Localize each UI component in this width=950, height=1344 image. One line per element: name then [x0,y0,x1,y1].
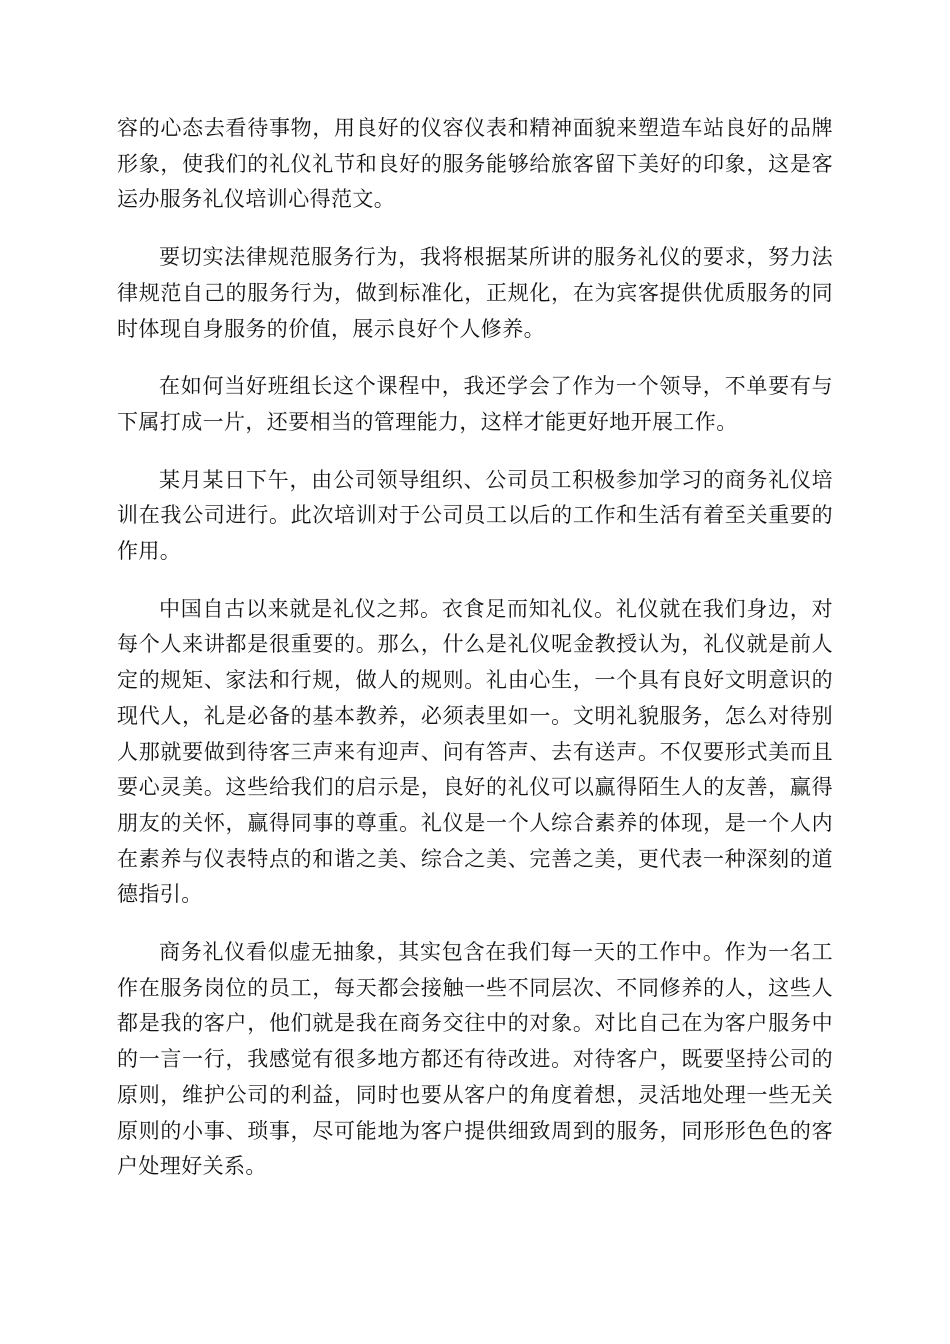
paragraph-service-behavior: 要切实法律规范服务行为，我将根据某所讲的服务礼仪的要求，努力法律规范自己的服务行为，做到标准化，正规化，在为宾客提供优质服务的同时体现自身服务的价值，展示良好个人修养。 [117,245,833,341]
paragraph-business-etiquette: 商务礼仪看似虚无抽象，其实包含在我们每一天的工作中。作为一名工作在服务岗位的员工，每天都会接触一些不同层次、不同修养的人，这些人都是我的客户，他们就是我在商务交往中的对象。对比自己在为客户服务中的一言一行，我感觉有很多地方都还有待改进。对待客户，既要坚持公司的原则，维护公司的利益，同时也要从客户的角度着想，灵活地处理一些无关原则的小事、琐事，尽可能地为客户提供细致周到的服务，同形形色色的客户处理好关系。 [117,940,833,1179]
paragraph-etiquette-china: 中国自古以来就是礼仪之邦。衣食足而知礼仪。礼仪就在我们身边，对每个人来讲都是很重要的。那么，什么是礼仪呢金教授认为，礼仪就是前人定的规矩、家法和行规，做人的规则。礼由心生，一个具有良好文明意识的现代人，礼是必备的基本教养，必须表里如一。文明礼貌服务，怎么对待别人那就要做到待客三声来有迎声、问有答声、去有送声。不仅要形式美而且要心灵美。这些给我们的启示是，良好的礼仪可以赢得陌生人的友善，赢得朋友的关怀，赢得同事的尊重。礼仪是一个人综合素养的体现，是一个人内在素养与仪表特点的和谐之美、综合之美、完善之美，更代表一种深刻的道德指引。 [117,596,833,907]
paragraph-training-event: 某月某日下午，由公司领导组织、公司员工积极参加学习的商务礼仪培训在我公司进行。此次培训对于公司员工以后的工作和生活有着至关重要的作用。 [117,467,833,564]
paragraph-team-leader: 在如何当好班组长这个课程中，我还学会了作为一个领导，不单要有与下属打成一片，还要相当的管理能力，这样才能更好地开展工作。 [117,374,833,434]
paragraph-continued: 容的心态去看待事物，用良好的仪容仪表和精神面貌来塑造车站良好的品牌形象，使我们的礼仪礼节和良好的服务能够给旅客留下美好的印象，这是客运办服务礼仪培训心得范文。 [117,116,833,212]
